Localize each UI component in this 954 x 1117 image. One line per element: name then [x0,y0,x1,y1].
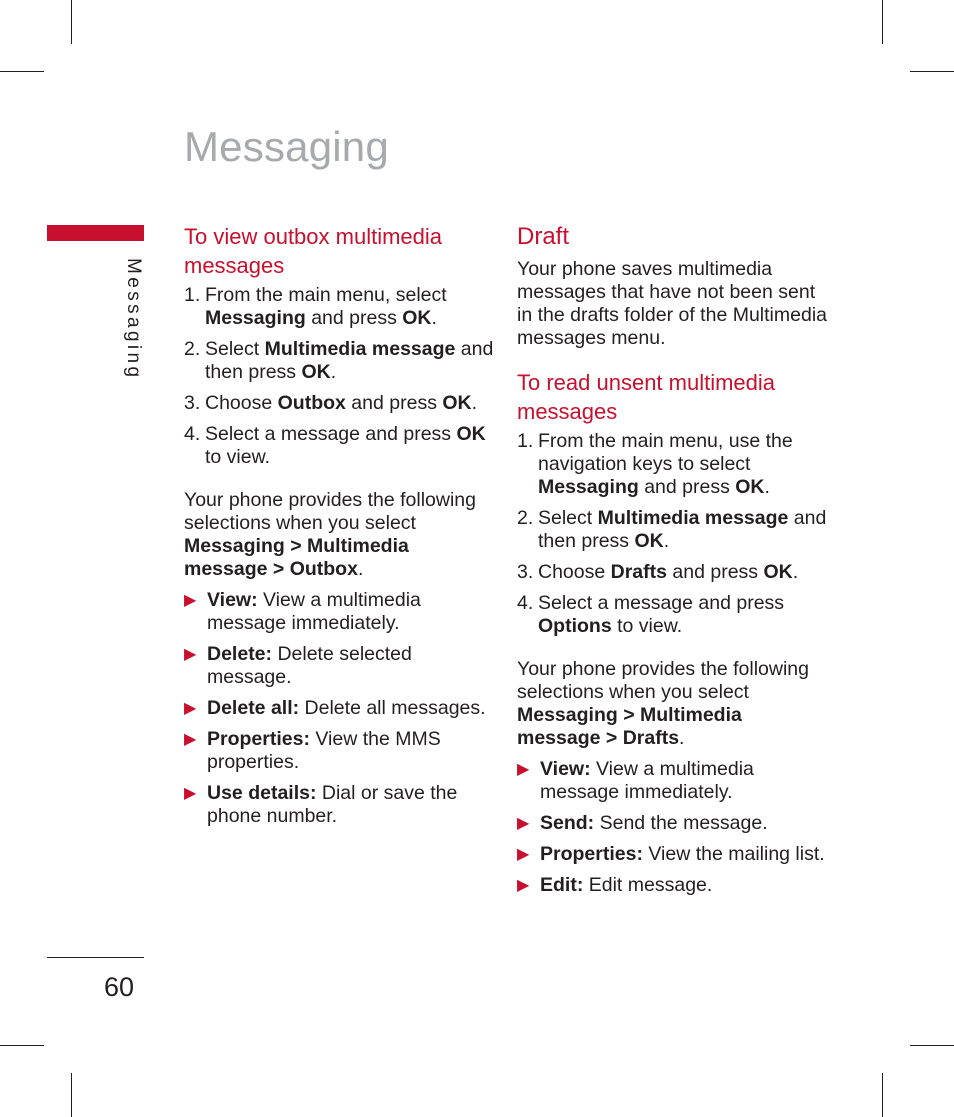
crop-mark [910,71,954,72]
step-text: Select a message and press Options to view. [538,592,785,637]
option-item: ▶ Send: Send the message. [517,812,768,834]
page-title: Messaging [184,123,389,170]
option-item: ▶ Use details: Dial or save the phone number. [184,782,458,827]
step-text: Select Multimedia message and then press OK. [205,338,494,383]
unsent-heading: To read unsent multimedia messages [517,370,776,424]
bullet-arrow-icon: ▶ [184,592,197,609]
option-item: ▶ Delete all: Delete all messages. [184,697,486,719]
crop-mark [882,0,883,44]
bullet-arrow-icon: ▶ [184,731,197,748]
option-item: ▶ Delete: Delete selected message. [184,643,412,688]
page-number-rule [47,957,144,958]
step-number: 4. [517,592,534,614]
outbox-intro: Your phone provides the following selections when you select Messaging > Multimedia message > Outbox. [184,489,476,580]
menu-path: Messaging > Multimedia message > Drafts [517,704,742,749]
step-number: 2. [184,338,201,360]
step-item [184,423,496,469]
step-item [517,507,829,553]
step-number: 2. [517,507,534,529]
step-item [184,392,496,415]
option-item: ▶ Properties: View the mailing list. [517,843,825,865]
step-item [517,561,829,584]
step-number: 3. [517,561,534,583]
outbox-options [184,589,496,828]
bullet-arrow-icon: ▶ [184,785,197,802]
crop-mark [0,1045,44,1046]
step-text: From the main menu, select Messaging and press OK. [205,284,447,329]
step-item [184,284,496,330]
step-number: 1. [517,430,534,452]
unsent-steps [517,430,829,638]
crop-mark [71,0,72,44]
bullet-arrow-icon: ▶ [517,815,530,832]
outbox-steps [184,284,496,469]
bullet-arrow-icon: ▶ [517,877,530,894]
menu-path: Messaging > Multimedia message > Outbox [184,535,409,580]
bullet-arrow-icon: ▶ [184,700,197,717]
step-text: Choose Outbox and press OK. [205,392,478,414]
step-item [184,338,496,384]
draft-heading: Draft [517,223,570,250]
option-item: ▶ Properties: View the MMS properties. [184,728,441,773]
crop-mark [910,1045,954,1046]
bullet-arrow-icon: ▶ [184,646,197,663]
step-number: 1. [184,284,201,306]
drafts-intro: Your phone provides the following selections when you select Messaging > Multimedia message > Drafts. [517,658,809,749]
step-item [517,430,829,499]
step-number: 4. [184,423,201,445]
crop-mark [882,1073,883,1117]
page-number: 60 [104,972,135,1002]
option-item: ▶ View: View a multimedia message immediately. [184,589,421,634]
bullet-arrow-icon: ▶ [517,846,530,863]
step-text: Select Multimedia message and then press OK. [538,507,827,552]
left-column [184,222,496,836]
option-item: ▶ Edit: Edit message. [517,874,713,896]
section-side-label: Messaging [123,258,144,381]
drafts-options [517,758,829,897]
bullet-arrow-icon: ▶ [517,761,530,778]
draft-paragraph: Your phone saves multimedia messages that have not been sent in the drafts folder of the Multimedia messages menu. [517,258,827,349]
step-text: Choose Drafts and press OK. [538,561,799,583]
outbox-heading: To view outbox multimedia messages [184,224,443,278]
option-item: ▶ View: View a multimedia message immediately. [517,758,754,803]
step-item [517,592,829,638]
crop-mark [71,1073,72,1117]
step-text: From the main menu, use the navigation keys to select Messaging and press OK. [538,430,793,498]
right-column [517,222,829,905]
step-text: Select a message and press OK to view. [205,423,486,468]
crop-mark [0,71,44,72]
step-number: 3. [184,392,201,414]
section-tab-bar [47,225,144,241]
